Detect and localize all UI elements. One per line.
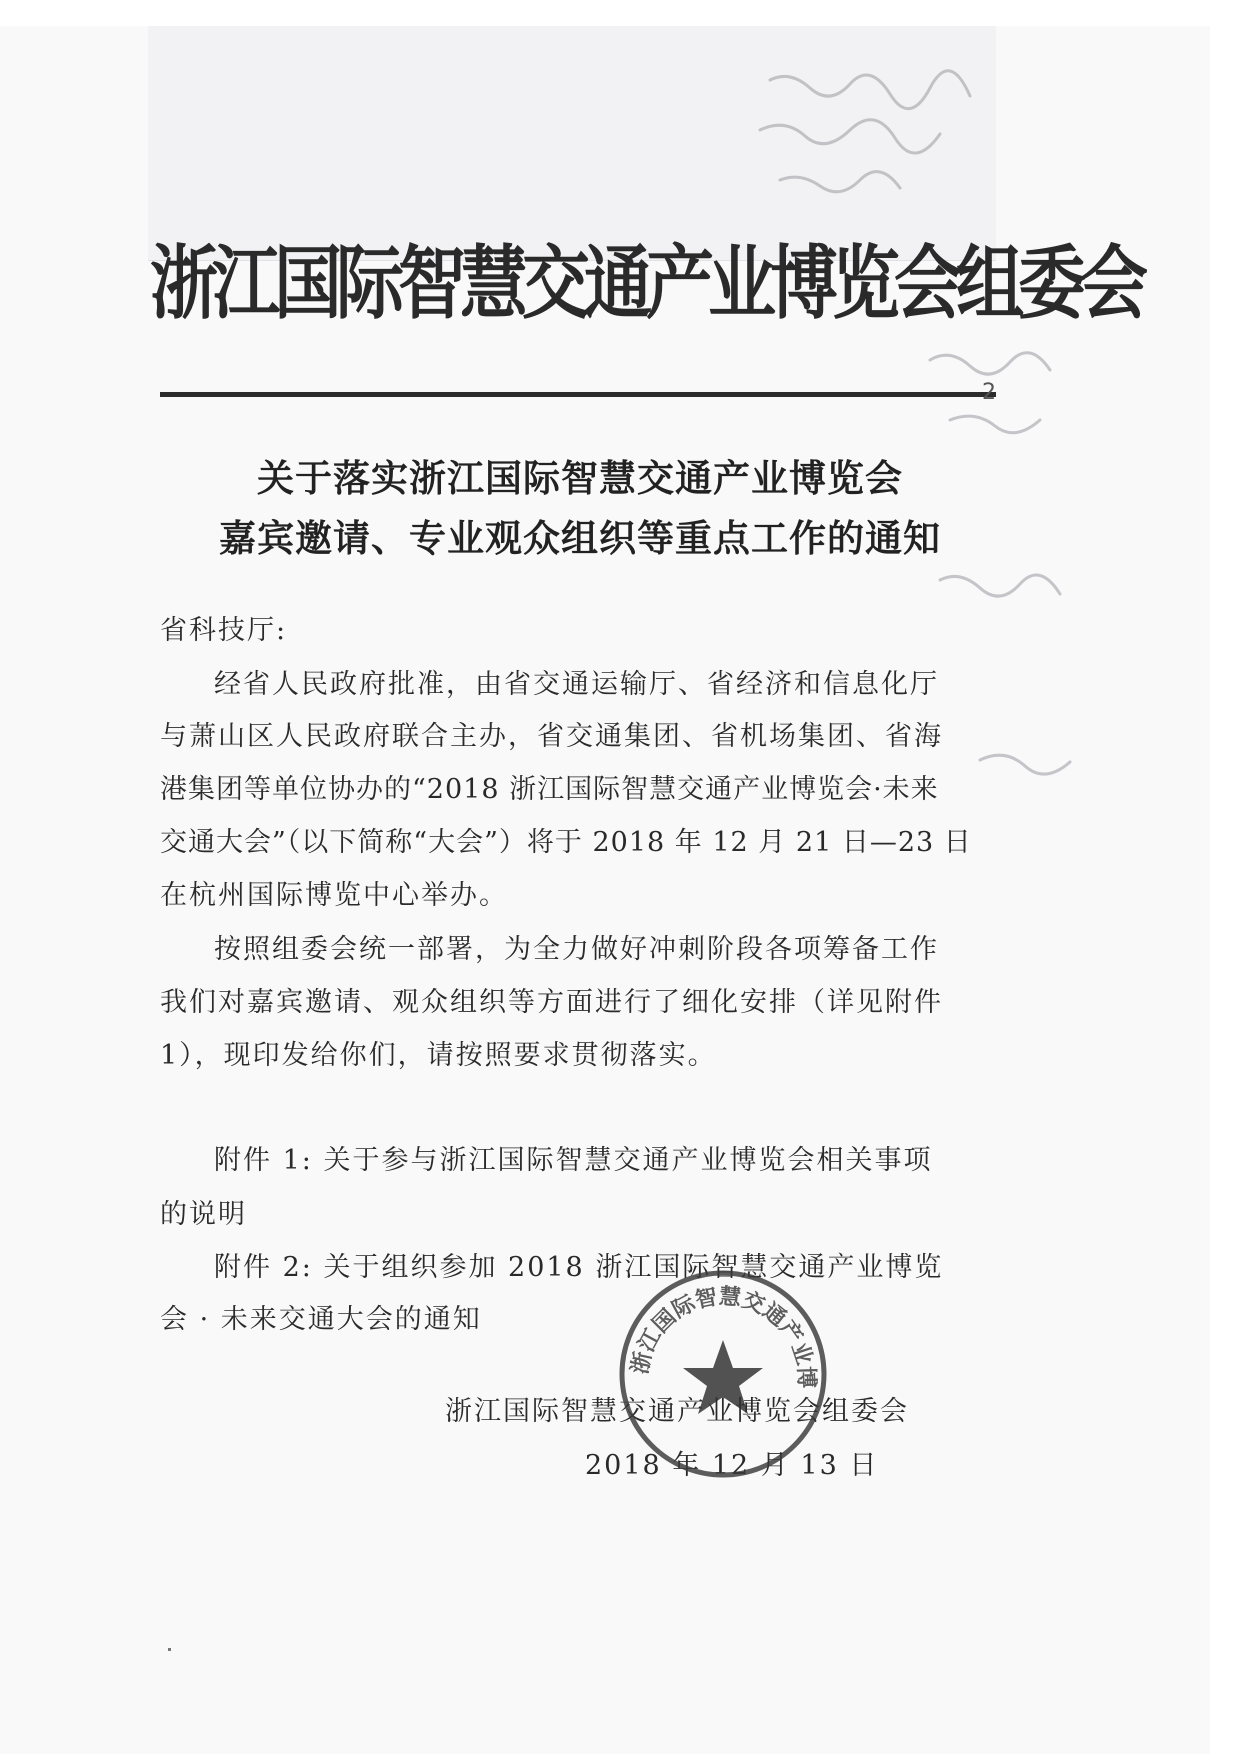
seal-star-icon [683, 1340, 763, 1414]
scan-speck [168, 1648, 171, 1651]
paragraph2-line: 1），现印发给你们，请按照要求贯彻落实。 [160, 1040, 717, 1071]
rule-mark: 2 [982, 380, 996, 405]
official-seal [617, 1268, 829, 1480]
attachment-1-line2: 的说明 [160, 1199, 247, 1230]
attachment-2-line2: 会 · 未来交通大会的通知 [160, 1304, 482, 1335]
notice-title-line2: 嘉宾邀请、专业观众组织等重点工作的通知 [219, 517, 941, 560]
paragraph1-line: 经省人民政府批准，由省交通运输厅、省经济和信息化厅 [214, 669, 939, 700]
scan-border-top [0, 0, 1239, 26]
paragraph2-line: 我们对嘉宾邀请、观众组织等方面进行了细化安排（详见附件 [160, 987, 943, 1018]
paragraph2-line: 按照组委会统一部署，为全力做好冲刺阶段各项筹备工作 [214, 934, 939, 965]
signature-date: 2018 年 12 月 13 日 [585, 1450, 879, 1481]
seal-text: 浙江国际智慧交通产业博 [627, 1284, 819, 1389]
overlay-sheet [148, 26, 996, 261]
paragraph1-line: 与萧山区人民政府联合主办，省交通集团、省机场集团、省海 [160, 721, 943, 752]
masthead-rule [160, 392, 996, 397]
paragraph1-line: 港集团等单位协办的“2018 浙江国际智慧交通产业博览会·未来 [160, 774, 939, 805]
paragraph1-line: 交通大会”（以下简称“大会”）将于 2018 年 12 月 21 日—23 日 [160, 827, 972, 858]
attachment-1-line1: 附件 1: 关于参与浙江国际智慧交通产业博览会相关事项 [214, 1145, 933, 1176]
attachment-2-line1: 附件 2: 关于组织参加 2018 浙江国际智慧交通产业博览 [214, 1252, 944, 1283]
paragraph1-line: 在杭州国际博览中心举办。 [160, 880, 508, 911]
notice-title-line1: 关于落实浙江国际智慧交通产业博览会 [257, 457, 903, 500]
signature-organization: 浙江国际智慧交通产业博览会组委会 [445, 1396, 909, 1427]
scan-border-right [1210, 0, 1239, 1754]
org-masthead-title: 浙江国际智慧交通产业博览会组委会 [150, 237, 1143, 332]
salutation: 省科技厅: [160, 615, 288, 646]
